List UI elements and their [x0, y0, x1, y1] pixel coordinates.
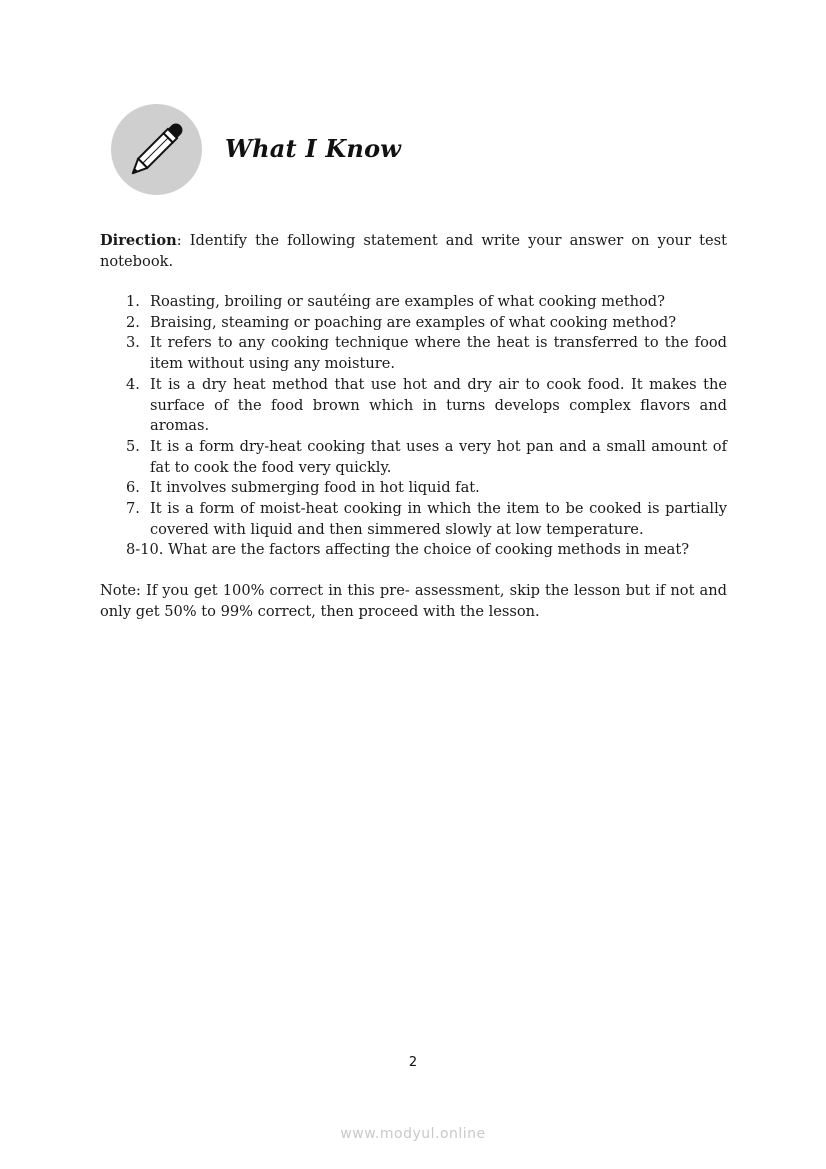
question-item: 3. It refers to any cooking technique where the heat is transferred to the food item without using any moisture.	[126, 334, 727, 373]
page-title: What I Know	[225, 134, 402, 163]
direction-label: Direction	[100, 232, 177, 249]
question-list	[100, 292, 727, 561]
question-item: 5. It is a form dry-heat cooking that uses a very hot pan and a small amount of fat to cook the food very quickly.	[126, 437, 727, 476]
direction-paragraph	[100, 231, 727, 272]
watermark: www.modyul.online	[340, 1126, 486, 1142]
question-item: 1. Roasting, broiling or sautéing are examples of what cooking method?	[126, 293, 665, 310]
question-item: 4. It is a dry heat method that use hot and dry air to cook food. It makes the surface of the food brown which in turns develops complex flavors and aromas.	[126, 375, 727, 435]
pencil-icon	[111, 104, 202, 195]
note-paragraph: Note: If you get 100% correct in this pre- assessment, skip the lesson but if not and only get 50% to 99% correct, then proceed with the lesson.	[100, 582, 727, 620]
section-icon-badge	[111, 104, 202, 195]
question-item: 7. It is a form of moist-heat cooking in which the item to be cooked is partially covered with liquid and then simmered slowly at low temperature.	[126, 500, 727, 538]
question-item: 2. Braising, steaming or poaching are examples of what cooking method?	[126, 313, 677, 331]
direction-text: : Identify the following statement and write your answer on your test notebook.	[100, 232, 727, 270]
question-item: 8-10. What are the factors affecting the choice of cooking methods in meat?	[126, 541, 690, 559]
page-number: 2	[408, 1055, 418, 1070]
question-item: 6. It involves submerging food in hot liquid fat.	[126, 479, 480, 497]
